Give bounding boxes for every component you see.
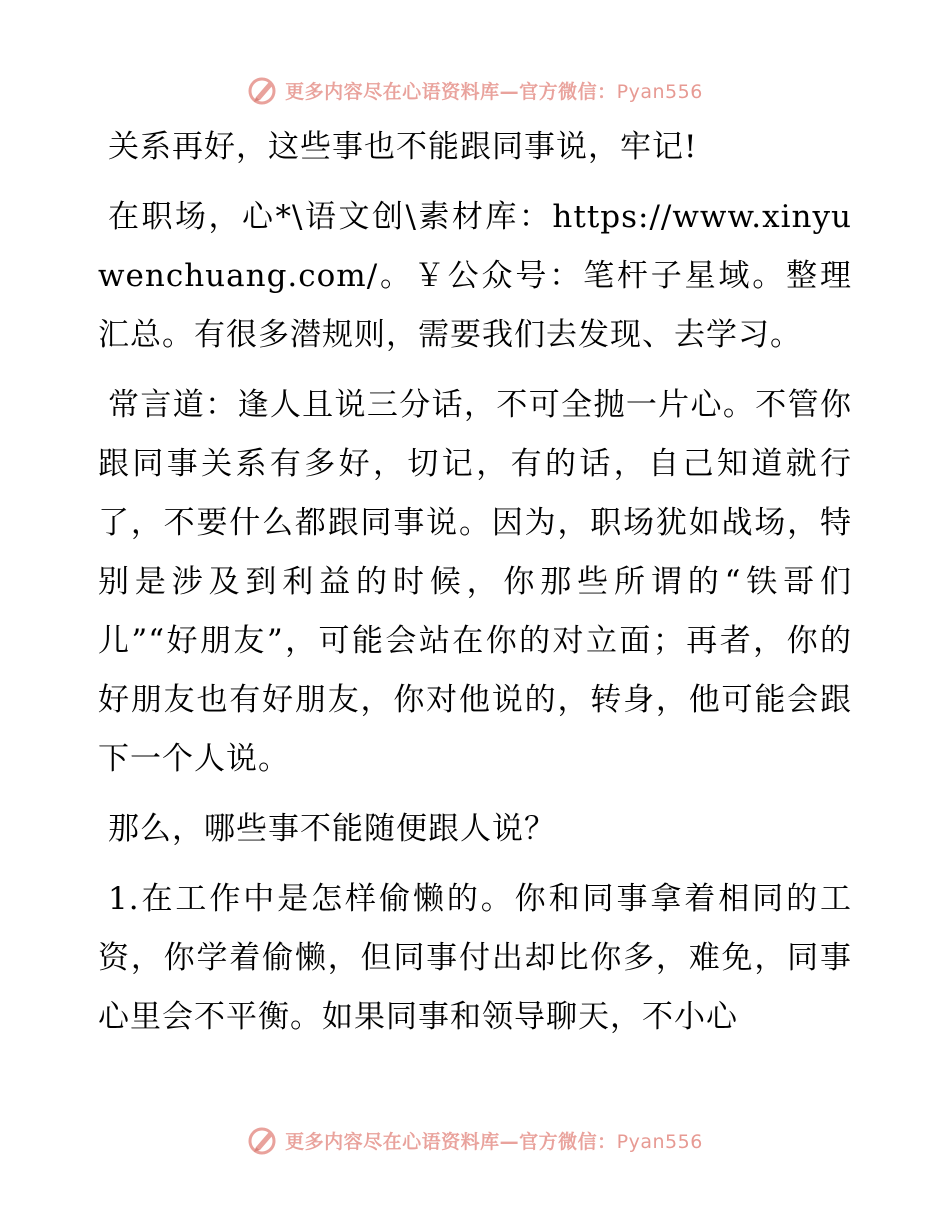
- watermark-wechat-id: Pyan556: [616, 1130, 703, 1153]
- question-paragraph: 那么，哪些事不能随便跟人说？: [108, 811, 556, 847]
- pen-logo-icon: [247, 1124, 279, 1156]
- source-paragraph: 在职场，心*\语文创\素材库：https://www.xinyuwenchuang.com/。￥公众号：笔杆子星域。整理汇总。有很多潜规则，需要我们去发现、去学习。: [98, 199, 852, 353]
- intro-paragraph: 常言道：逢人且说三分话，不可全抛一片心。不管你跟同事关系有多好，切记，有的话，自己知道就行了，不要什么都跟同事说。因为，职场犹如战场，特别是涉及到利益的时候，你那些所谓的“铁哥们儿”“好朋友”，可能会站在你的对立面；再者，你的好朋友也有好朋友，你对他说的，转身，他可能会跟下一个人说。: [98, 387, 852, 777]
- header-watermark: [0, 70, 950, 110]
- watermark-wechat-id: Pyan556: [616, 80, 703, 103]
- watermark-text: 更多内容尽在心语资料库—官方微信：Pyan556: [285, 80, 703, 103]
- title-paragraph: 关系再好，这些事也不能跟同事说，牢记!: [108, 129, 698, 165]
- point-1-paragraph: 1.在工作中是怎样偷懒的。你和同事拿着相同的工资，你学着偷懒，但同事付出却比你多，难免，同事心里会不平衡。如果同事和领导聊天，不小心: [98, 881, 852, 1035]
- watermark-text: 更多内容尽在心语资料库—官方微信：Pyan556: [285, 1130, 703, 1153]
- footer-watermark: [0, 1120, 950, 1160]
- pen-logo-icon: [247, 74, 279, 106]
- document-body: [98, 118, 852, 1047]
